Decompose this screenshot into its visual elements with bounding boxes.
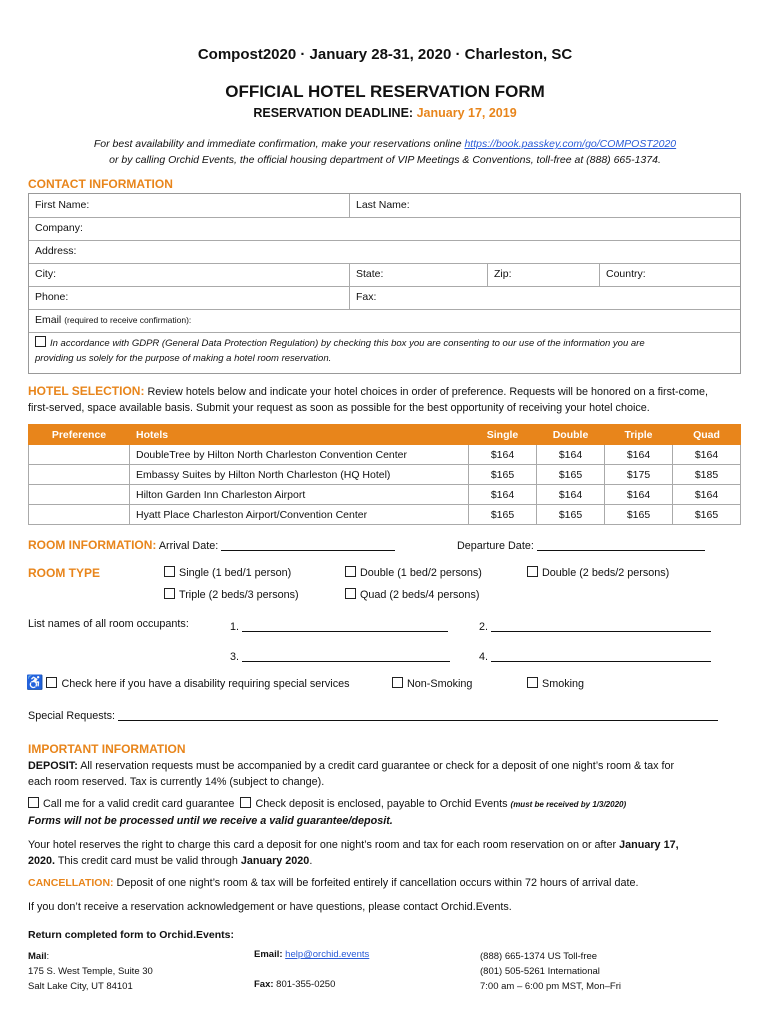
rate-single: $164 [469,445,537,465]
occupant-4-input[interactable] [491,650,711,662]
state-label: State: [356,268,384,280]
opt-double1[interactable] [345,566,482,579]
arrival-label: Arrival Date: [158,540,219,552]
disability-checkbox[interactable] [46,677,57,688]
mail-colon: : [46,951,50,962]
departure-date-input[interactable] [537,539,705,551]
intro-line2: or by calling Orchid Events, the official housing department of VIP Meetings & Conventions, toll-free at (888) 665-1374. [109,154,661,166]
triple-label: Triple (2 beds/3 persons) [179,589,299,601]
occupant-3-input[interactable] [242,650,450,662]
first-name-field[interactable] [29,194,349,217]
gdpr-line1: In accordance with GDPR (General Data Protection Regulation) by checking this box you are consenting to our use of the information you are [50,338,645,349]
deposit-text1: All reservation requests must be accompanied by a credit card guarantee or check for a deposit of one night’s room & tax for [77,760,675,772]
occupant-2-number: 2. [479,621,489,633]
hotel-selection-text [28,383,748,416]
triple-checkbox[interactable] [164,588,175,599]
col-single: Single [469,425,537,445]
rate-single: $165 [469,465,537,485]
room-info-row [28,538,395,552]
double1-label: Double (1 bed/2 persons) [360,567,482,579]
zip-label: Zip: [494,268,512,280]
hotel-selection-heading: HOTEL SELECTION: [28,384,145,398]
check-deposit-checkbox[interactable] [240,797,251,808]
occupant-1-input[interactable] [242,620,448,632]
country-label: Country: [606,268,646,280]
opt-double2[interactable] [527,566,669,579]
arrival-date-input[interactable] [221,539,395,551]
preference-input[interactable] [29,465,130,485]
address-field[interactable] [29,240,740,263]
contact-row-name [29,194,740,218]
city-label: City: [35,268,56,280]
intro-text [0,136,770,168]
email-field[interactable] [29,309,740,332]
passkey-link[interactable]: https://book.passkey.com/go/COMPOST2020 [464,138,677,150]
email-block [254,949,369,960]
contact-heading: CONTACT INFORMATION [28,177,173,191]
disability-label: Check here if you have a disability requiring special services [61,678,350,690]
non-smoking-checkbox[interactable] [392,677,403,688]
guarantee-options [28,797,626,810]
occupant-3-number: 3. [230,651,240,663]
single-checkbox[interactable] [164,566,175,577]
table-row [29,465,741,485]
special-requests-input[interactable] [118,709,718,721]
hotel-selection-text2: first-served, space available basis. Submit your request as soon as possible for the best opportunity of receiving your hotel choice. [28,402,650,414]
country-field[interactable] [599,263,740,286]
table-row [29,485,741,505]
rate-quad: $164 [673,485,741,505]
table-row [29,445,741,465]
hotel-name: Hilton Garden Inn Charleston Airport [130,485,469,505]
non-smoking-label: Non-Smoking [407,678,473,690]
intro-line1: For best availability and immediate confirmation, make your reservations online [93,138,465,150]
cancellation-label: CANCELLATION: [28,877,114,889]
email-label: Email [35,314,62,326]
office-hours: 7:00 am – 6:00 pm MST, Mon–Fri [480,981,621,992]
zip-field[interactable] [487,263,599,286]
state-field[interactable] [349,263,487,286]
rate-double: $165 [537,465,605,485]
departure-label: Departure Date: [457,540,534,552]
quad-checkbox[interactable] [345,588,356,599]
double2-checkbox[interactable] [527,566,538,577]
preference-input[interactable] [29,445,130,465]
fax-block [254,979,335,990]
email-note: (required to receive confirmation): [64,315,192,325]
return-fax-label: Fax: [254,979,274,990]
check-note: (must be received by 1/3/2020) [510,800,627,809]
occupants-label: List names of all room occupants: [28,618,189,630]
table-row [29,505,741,525]
company-field[interactable] [29,217,740,240]
hotel-table [28,424,741,525]
rate-double: $164 [537,485,605,505]
room-type-heading: ROOM TYPE [28,566,101,580]
opt-non-smoking[interactable] [392,677,472,690]
occupant-2 [479,620,711,633]
city-field[interactable] [29,263,349,286]
gdpr-line2: providing us solely for the purpose of making a hotel room reservation. [35,353,332,364]
call-me-label: Call me for a valid credit card guarantee [43,798,235,810]
occupant-4-number: 4. [479,651,489,663]
reserve-text1: Your hotel reserves the right to charge this card a deposit for one night’s room and tax for each room reservation on or after [28,839,620,851]
gdpr-consent [29,333,740,369]
call-me-checkbox[interactable] [28,797,39,808]
hotel-selection-text1: Review hotels below and indicate your hotel choices in order of preference. Requests will be honored on a first-come, [144,386,708,398]
cancellation [28,877,638,889]
opt-triple[interactable] [164,588,299,601]
preference-input[interactable] [29,505,130,525]
col-triple: Triple [605,425,673,445]
rate-quad: $164 [673,445,741,465]
double2-label: Double (2 beds/2 persons) [542,567,670,579]
reserve-year: 2020. [28,855,56,867]
return-email-link[interactable]: help@orchid.events [285,949,370,960]
hotel-name: Hyatt Place Charleston Airport/Convention Center [130,505,469,525]
reserve-date2: January 2020 [240,855,310,867]
last-name-field[interactable] [349,194,740,217]
deadline-label: RESERVATION DEADLINE: [253,106,414,120]
return-email-label: Email: [254,949,283,960]
reserve-text [28,837,744,869]
rate-triple: $165 [605,505,673,525]
return-heading: Return completed form to Orchid.Events: [28,929,234,941]
mail-address1: 175 S. West Temple, Suite 30 [28,966,153,977]
gdpr-checkbox[interactable] [35,336,46,347]
reserve-text2: This credit card must be valid through [55,855,241,867]
hotel-name: Embassy Suites by Hilton North Charleston (HQ Hotel) [130,465,469,485]
hotel-name: DoubleTree by Hilton North Charleston Convention Center [130,445,469,465]
occupant-2-input[interactable] [491,620,711,632]
col-double: Double [537,425,605,445]
col-preference: Preference [29,425,130,445]
contact-row-phone [29,286,740,310]
deadline-value: January 17, 2019 [416,106,517,120]
last-name-label: Last Name: [356,199,410,211]
important-heading: IMPORTANT INFORMATION [28,742,186,756]
contact-row-city [29,263,740,287]
occupant-3 [230,650,450,663]
preference-input[interactable] [29,485,130,505]
form-title: OFFICIAL HOTEL RESERVATION FORM [225,82,545,101]
rate-quad: $165 [673,505,741,525]
reserve-date1: January 17, [619,839,679,851]
wheelchair-icon: ♿ [26,674,44,690]
quad-label: Quad (2 beds/4 persons) [360,589,480,601]
contact-box [28,193,741,374]
hotel-table-header [29,425,741,445]
reservation-deadline [0,106,770,120]
occupant-1 [230,620,448,633]
smoking-checkbox[interactable] [527,677,538,688]
col-hotels: Hotels [130,425,469,445]
disability-row[interactable] [26,674,350,691]
phone-field[interactable] [29,286,349,309]
phone-international: (801) 505-5261 International [480,966,600,977]
col-quad: Quad [673,425,741,445]
ack-text: If you don’t receive a reservation acknowledgement or have questions, please contact Orchid.Events. [28,901,512,913]
rate-single: $165 [469,505,537,525]
event-title: Compost2020 · January 28-31, 2020 · Charleston, SC [197,46,573,63]
deposit-label: DEPOSIT: [28,760,78,772]
rate-quad: $185 [673,465,741,485]
departure-row [457,539,705,552]
fax-label: Fax: [356,291,377,303]
check-deposit-label: Check deposit is enclosed, payable to Orchid Events [255,798,508,810]
smoking-label: Smoking [542,678,585,690]
rate-triple: $175 [605,465,673,485]
contact-row-email [29,309,740,333]
phone-label: Phone: [35,291,69,303]
rate-double: $164 [537,445,605,465]
rate-single: $164 [469,485,537,505]
reserve-period: . [309,855,313,867]
fax-field[interactable] [349,286,740,309]
return-fax-value: 801-355-0250 [273,979,336,990]
forms-warning: Forms will not be processed until we receive a valid guarantee/deposit. [28,815,393,827]
opt-smoking[interactable] [527,677,584,690]
rate-triple: $164 [605,485,673,505]
first-name-label: First Name: [35,199,90,211]
special-requests-label: Special Requests: [28,710,116,722]
rate-triple: $164 [605,445,673,465]
occupant-4 [479,650,711,663]
phone-block [480,949,621,994]
mail-block [28,949,153,994]
rate-double: $165 [537,505,605,525]
single-label: Single (1 bed/1 person) [179,567,292,579]
address-label: Address: [35,245,77,257]
opt-single[interactable] [164,566,291,579]
mail-label: Mail [28,951,47,962]
company-label: Company: [35,222,83,234]
deposit-text2: each room reserved. Tax is currently 14% (subject to change). [28,776,325,788]
mail-address2: Salt Lake City, UT 84101 [28,981,133,992]
room-info-heading: ROOM INFORMATION: [28,538,157,552]
deposit-text [28,758,744,790]
cancellation-text: Deposit of one night’s room & tax will be forfeited entirely if cancellation occurs within 72 hours of arrival date. [113,877,639,889]
opt-quad[interactable] [345,588,479,601]
occupant-1-number: 1. [230,621,240,633]
contact-row-company [29,217,740,241]
phone-tollfree: (888) 665-1374 US Toll-free [480,951,598,962]
double1-checkbox[interactable] [345,566,356,577]
special-requests [28,709,718,722]
contact-row-address [29,240,740,264]
